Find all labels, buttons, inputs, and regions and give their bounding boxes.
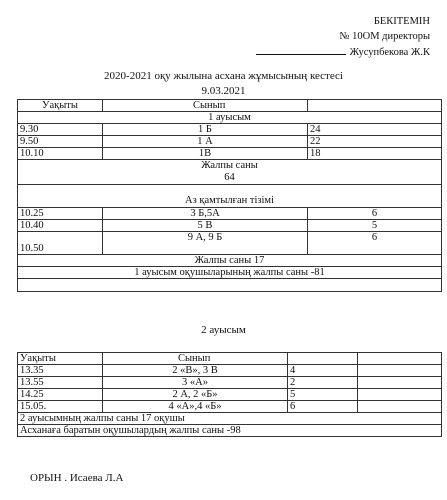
row-time: 10.25: [18, 208, 103, 220]
row-time: 13.55: [18, 377, 103, 389]
row-count: 6: [288, 401, 358, 413]
total-label: Жалпы саны: [201, 160, 258, 171]
row-class: 5 В: [103, 220, 308, 232]
row-time: 14.25: [18, 389, 103, 401]
table-row: [18, 220, 442, 232]
table-row: [18, 124, 442, 136]
row-count: 5: [288, 389, 358, 401]
shift2-total: 2 ауысымның жалпы саны 17 оқушы: [18, 413, 442, 425]
grand-total: Асханаға баратын оқушылардың жалпы саны -98: [18, 425, 442, 437]
shift1-total: 1 ауысым оқушыларының жалпы саны -81: [18, 267, 442, 279]
row-class: 1В: [103, 148, 308, 160]
row-time: 9.50: [18, 136, 103, 148]
header-time: Уақыты: [18, 353, 103, 365]
table-row: [18, 377, 442, 389]
shift2-label: 2 ауысым: [201, 324, 246, 336]
row-time: 10.10: [18, 148, 103, 160]
header-count: [288, 353, 358, 365]
row-class: 4 «А»,4 «Б»: [103, 401, 288, 413]
row-count: 2: [288, 377, 358, 389]
row-count: 24: [308, 124, 442, 136]
row-class: 3 «А»: [103, 377, 288, 389]
row-class: 1 Б: [103, 124, 308, 136]
approval-name: Жусупбекова Ж.К: [349, 47, 430, 58]
table-header-row: [18, 100, 442, 112]
footer-signature: ОРЫН . Исаева Л.А: [30, 472, 124, 484]
shift1-label: 1 ауысым: [18, 112, 442, 124]
row-class: 9 А, 9 Б: [103, 232, 308, 255]
table-row: [18, 365, 442, 377]
row-time: 9.30: [18, 124, 103, 136]
table-row: [18, 208, 442, 220]
low-income-total: Жалпы саны 17: [18, 255, 442, 267]
table-row: [18, 389, 442, 401]
table-row: [18, 401, 442, 413]
signature-line: [256, 44, 346, 55]
approval-signature: [250, 44, 430, 60]
shift2-table: [17, 352, 442, 437]
row-empty: [358, 389, 442, 401]
header-class: Сынып: [103, 100, 308, 112]
row-class: 2 «В», 3 В: [103, 365, 288, 377]
row-class: 3 Б,5А: [103, 208, 308, 220]
approval-title: БЕКІТЕМІН: [373, 16, 430, 27]
row-time: 10.50: [18, 232, 103, 255]
row-class: 2 А, 2 «Б»: [103, 389, 288, 401]
approval-block: [250, 14, 430, 60]
header-count: [308, 100, 442, 112]
row-count: 22: [308, 136, 442, 148]
approval-position: № 10ОМ директоры: [339, 31, 430, 42]
header-time: Уақыты: [18, 100, 103, 112]
table-header-row: [18, 353, 442, 365]
table-row: [18, 148, 442, 160]
row-count: 5: [308, 220, 442, 232]
row-time: 13.35: [18, 365, 103, 377]
row-class: 1 А: [103, 136, 308, 148]
low-income-label: Аз қамтылған тізімі: [18, 185, 442, 208]
row-time: 15.05.: [18, 401, 103, 413]
header-class: Сынып: [103, 353, 288, 365]
row-time: 10.40: [18, 220, 103, 232]
document-date: 9.03.2021: [201, 85, 246, 97]
total-value: 64: [224, 172, 235, 183]
row-count: 6: [308, 232, 442, 255]
table-row: [18, 232, 442, 255]
document-title: 2020-2021 оқу жылына асхана жұмысының кестесі: [104, 70, 343, 82]
table-row: [18, 136, 442, 148]
header-empty: [358, 353, 442, 365]
row-empty: [358, 377, 442, 389]
total-cell: [18, 160, 442, 185]
row-count: 4: [288, 365, 358, 377]
row-count: 6: [308, 208, 442, 220]
row-empty: [358, 365, 442, 377]
shift1-table: [17, 99, 442, 292]
row-count: 18: [308, 148, 442, 160]
empty-row: [18, 279, 442, 292]
row-empty: [358, 401, 442, 413]
